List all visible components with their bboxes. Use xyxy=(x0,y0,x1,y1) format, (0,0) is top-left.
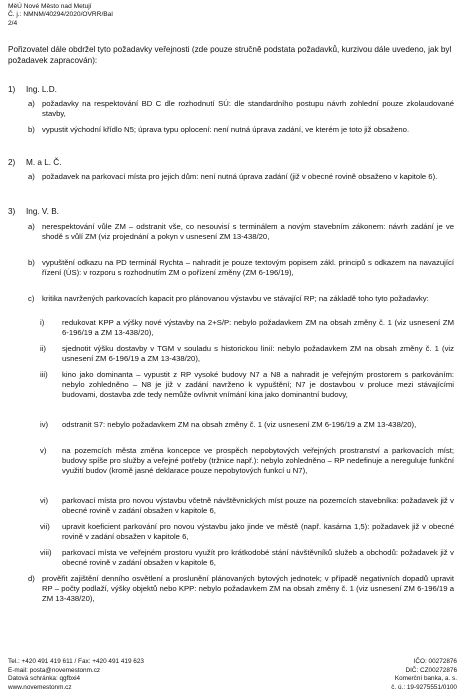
item-text: nerespektování vůle ZM – odstranit vše, co nesouvisí s terminálem a novým stavebním zákonem: návrh zadání je ve shodě s vůlí ZM (viz projednání a pokyn v usnesení ZM 13-438/20, xyxy=(42,222,454,242)
authority-name: MěÚ Nové Město nad Metují xyxy=(8,3,92,10)
sub-item-text: na pozemcích města změna koncepce ve prospěch nepobytových veřejných prostranství a parkovacích míst; budovy spíše pro služby a veřejné potřeby (tržnice např.): nebylo zohledněno – RP nedefinuje a nereguluje funkční využití budov (kromě jasné deklarace pouze nepobytových funkcí u N7), xyxy=(62,446,454,476)
footer-bank: Komerční banka, a. s. xyxy=(394,675,457,683)
sub-item-text: odstranit S7: nebylo požadavkem ZM na obsah změny č. 1 (viz usnesení ZM 6-196/19 a ZM 13-438/20), xyxy=(62,420,417,429)
item-text: prověřit zajištění denního osvětlení a proslunění plánovaných bytových jednotek; v případě negativních dopadů upravit RP – počty podlaží, výšky objektů nebo KPP: nebylo požadavkem ZM na obsah změny č. 1 (viz usnesení ZM 6-196/19 a ZM 13-438/20), xyxy=(42,574,454,604)
section-name: Ing. L.D. xyxy=(26,85,57,94)
item-label: a) xyxy=(28,172,35,181)
item-text: požadavky na respektování BD C dle rozhodnutí SÚ: dle standardního postupu návrh zohlední pouze zkolaudované stavby, xyxy=(42,99,454,119)
sub-item-text: kino jako dominanta – vypustit z RP vysoké budovy N7 a N8 a nahradit je veřejným prostorem s parkováním: nebylo zohledněno – N8 je již v zadání navrženo k vypuštění; N7 je dostavbou v proluce mezi stávajícími budovami, dostavba zde tedy nemůže ovlivnit vnímání kina jako dominantní budovy, xyxy=(62,370,454,400)
footer-dic: DIČ: CZ00272876 xyxy=(405,666,457,674)
item-label: d) xyxy=(28,574,35,583)
page-number: 2/4 xyxy=(8,19,18,27)
section-number: 3) xyxy=(8,207,16,216)
item-label: a) xyxy=(28,222,35,231)
document-header xyxy=(8,3,113,28)
footer-phone: Tel.: +420 491 419 611 / Fax: +420 491 419 623 xyxy=(8,658,144,665)
sub-item-label: vi) xyxy=(40,496,49,505)
intro-paragraph: Pořizovatel dále obdržel tyto požadavky veřejnosti (zde pouze stručně podstata požadavků, kurzivou dále uvedeno, jak byl požadavek zapracován): xyxy=(8,45,452,65)
sub-item-text: parkovací místa ve veřejném prostoru využít pro krátkodobé stání návštěvníků služeb a obchodů: požadavek již v obecné rovině v zadání obsažen v kapitole 6, xyxy=(62,548,454,568)
sub-item-label: iii) xyxy=(40,370,48,379)
footer-contact xyxy=(8,658,144,692)
section-name: Ing. V. B. xyxy=(26,207,59,216)
sub-item-label: ii) xyxy=(40,344,46,353)
sub-item-label: i) xyxy=(40,318,45,327)
section-name: M. a L. Č. xyxy=(26,158,62,167)
footer-bank-info xyxy=(391,658,457,692)
sub-item-label: iv) xyxy=(40,420,49,429)
footer-ico: IČO: 00272876 xyxy=(413,658,457,665)
item-text: vypuštění odkazu na PD terminál Rychta – nahradit je pouze textovým popisem zákl. principů s odkazem na navazující řízení (ÚS): v rozporu s rozhodnutím ZM o pořízení změny (ZM 6-196/19), xyxy=(42,258,454,278)
item-label: b) xyxy=(28,125,35,134)
footer-data-box: Datová schránka: qgfbxi4 xyxy=(8,675,81,683)
section-number: 2) xyxy=(8,158,16,167)
reference-number: Č. j.: NMNM/40294/2020/OVRR/Bal xyxy=(8,11,113,19)
item-text: požadavek na parkovací místa pro jejich dům: není nutná úprava zadání (již v obecné rovině obsaženo v kapitole 6). xyxy=(42,172,438,181)
sub-item-label: vii) xyxy=(40,522,50,531)
footer-website: www.novemestonm.cz xyxy=(8,683,72,691)
footer-account: č. ú.: 19-9275551/0100 xyxy=(391,683,457,691)
sub-item-text: upravit koeficient parkování pro novou výstavbu jako jinde ve městě (např. kasárna 1,5): požadavek již v obecné rovině v zadání obsažen v kapitole 6, xyxy=(62,522,454,542)
item-label: a) xyxy=(28,99,35,108)
item-text: kritika navržených parkovacích kapacit pro plánovanou výstavbu ve stávající RP; na základě toho tyto požadavky: xyxy=(42,294,429,303)
item-label: b) xyxy=(28,258,35,267)
sub-item-label: viii) xyxy=(40,548,52,557)
sub-item-label: v) xyxy=(40,446,47,455)
item-label: c) xyxy=(28,294,35,303)
footer-email: E-mail: posta@novemestonm.cz xyxy=(8,666,101,674)
item-text: vypustit východní křídlo N5; úprava typu oplocení: není nutná úprava zadání, ve kterém je toto již obsaženo. xyxy=(42,125,410,134)
sub-item-text: parkovací místa pro novou výstavbu včetně návštěvnických míst pouze na pozemcích stavebníka: požadavek již v obecné rovině v zadání obsažen v kapitole 6, xyxy=(62,496,454,516)
section-number: 1) xyxy=(8,85,16,94)
sub-item-text: redukovat KPP a výšky nové výstavby na 2+S/P: nebylo požadavkem ZM na obsah změny č. 1 (viz usnesení ZM 6-196/19 a ZM 13-438/20), xyxy=(62,318,454,338)
sub-item-text: sjednotit výšku dostavby v TGM v souladu s historickou linií: nebylo požadavkem ZM na obsah změny č. 1 (viz usnesení ZM 6-196/19 a ZM 13-438/20), xyxy=(62,344,454,364)
